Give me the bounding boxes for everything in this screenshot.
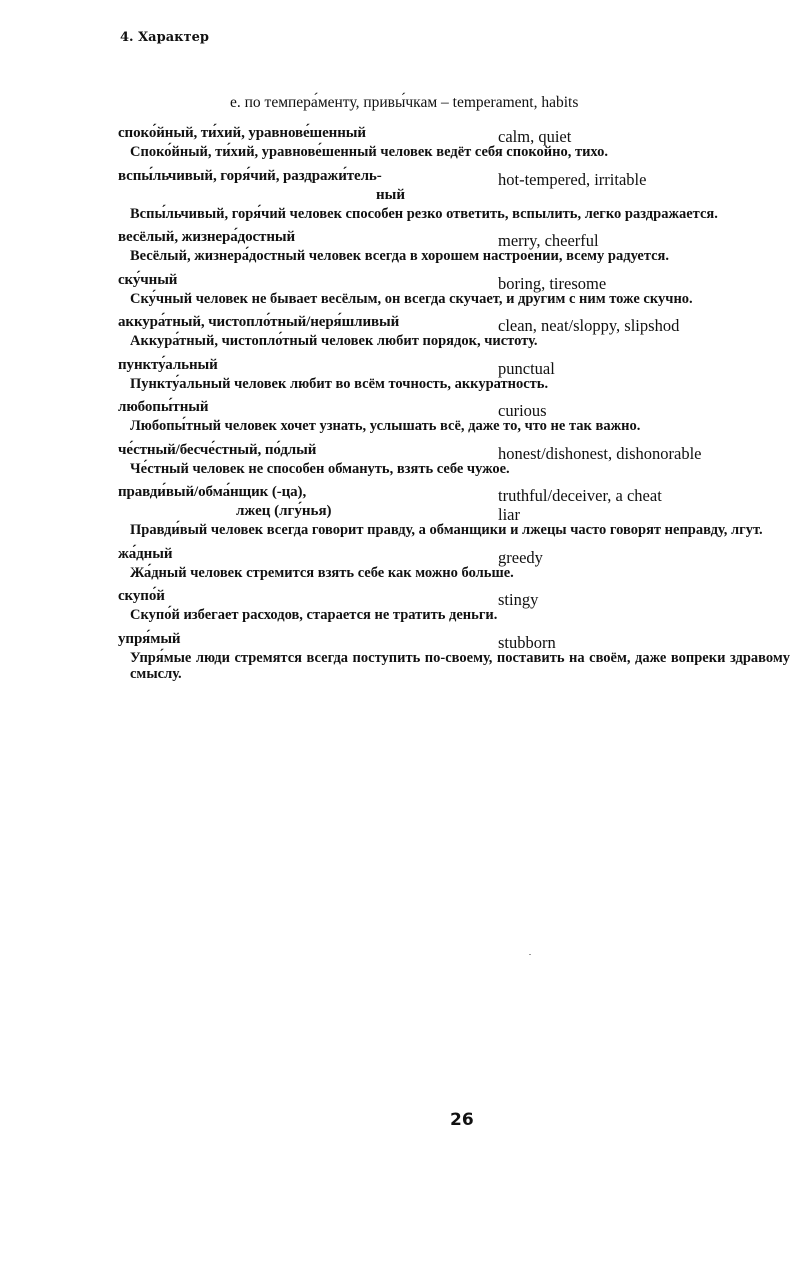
entry-description: Правди́вый человек всегда говорит правду, а обманщики и лжецы часто говорят неправду, лгут. bbox=[130, 522, 763, 538]
ru-term: споко́йный, ти́хий, уравнове́шенный bbox=[118, 125, 366, 141]
en-term: calm, quiet bbox=[498, 127, 572, 146]
entry-description: Вспы́льчивый, горя́чий человек способен резко ответить, вспылить, легко раздражается. bbox=[130, 205, 718, 222]
entry-description: Аккура́тный, чистопло́тный человек любит порядок, чистоту. bbox=[130, 333, 538, 349]
en-term: merry, cheerful bbox=[498, 231, 599, 250]
en-term: stingy bbox=[498, 590, 539, 609]
ru-term: че́стный/бесче́стный, по́длый bbox=[118, 441, 317, 458]
vocab-entry-boring bbox=[118, 272, 790, 308]
page-number: 26 bbox=[450, 1110, 474, 1130]
ru-term-continuation: ный bbox=[376, 186, 405, 203]
ru-term: пункту́альный bbox=[118, 356, 218, 373]
en-term: stubborn bbox=[498, 632, 556, 652]
entry-description: Жа́дный человек стремится взять себе как можно больше. bbox=[130, 564, 514, 581]
vocab-entry-truthful bbox=[118, 484, 790, 539]
ru-term: правди́вый/обма́нщик (-ца), bbox=[118, 484, 307, 500]
ru-term: весёлый, жизнера́достный bbox=[118, 229, 296, 245]
vocab-entry-hot-tempered bbox=[118, 168, 790, 223]
vocab-entry-honest bbox=[118, 442, 790, 478]
vocab-entry-punctual bbox=[118, 357, 790, 393]
ru-term: жа́дный bbox=[118, 545, 173, 562]
en-term: hot-tempered, irritable bbox=[498, 169, 647, 189]
ru-term: ску́чный bbox=[118, 271, 178, 288]
entry-description: Пункту́альный человек любит во всём точность, аккуратность. bbox=[130, 375, 549, 392]
vocab-entry-stubborn bbox=[118, 631, 790, 683]
ru-term: аккура́тный, чистопло́тный/неря́шливый bbox=[118, 314, 400, 330]
ru-term-continuation: лжец (лгу́нья) bbox=[236, 503, 332, 519]
en-term-continuation: liar bbox=[498, 505, 520, 524]
entry-description: Ску́чный человек не бывает весёлым, он всегда скучает, и другим с ним тоже скучно. bbox=[130, 290, 693, 307]
vocabulary-list bbox=[118, 125, 790, 690]
entry-description: Весёлый, жизнера́достный человек всегда в хорошем настроении, всему радуется. bbox=[130, 248, 670, 264]
entry-description: Споко́йный, ти́хий, уравнове́шенный человек ведёт себя спокойно, тихо. bbox=[130, 144, 608, 160]
en-term: punctual bbox=[498, 358, 555, 378]
vocab-entry-calm bbox=[118, 125, 790, 161]
ru-term: любопы́тный bbox=[118, 399, 209, 415]
vocab-entry-greedy bbox=[118, 546, 790, 582]
vocab-entry-merry bbox=[118, 229, 790, 265]
ru-term: упря́мый bbox=[118, 630, 181, 647]
ru-term: скупо́й bbox=[118, 588, 165, 604]
ru-term: вспы́льчивый, горя́чий, раздражи́тель- bbox=[118, 167, 382, 184]
entry-description: Че́стный человек не способен обмануть, взять себе чужое. bbox=[130, 460, 510, 477]
scan-speck bbox=[529, 954, 531, 955]
en-term: boring, tiresome bbox=[498, 273, 607, 293]
vocab-entry-curious bbox=[118, 399, 790, 435]
entry-description: Скупо́й избегает расходов, старается не тратить деньги. bbox=[130, 607, 498, 623]
entry-description: Любопы́тный человек хочет узнать, услышать всё, даже то, что не так важно. bbox=[130, 418, 641, 434]
en-term: truthful/deceiver, a cheat bbox=[498, 486, 662, 505]
en-term: greedy bbox=[498, 547, 543, 567]
en-term: clean, neat/sloppy, slipshod bbox=[498, 316, 680, 335]
entry-description: Упря́мые люди стремятся всегда поступить по-своему, поставить на своём, даже вопреки здравому смыслу. bbox=[130, 649, 790, 682]
en-term: curious bbox=[498, 401, 547, 420]
vocab-entry-clean bbox=[118, 314, 790, 350]
vocab-entry-stingy bbox=[118, 588, 790, 624]
section-title: е. по темпера́менту, привы́чкам – temperament, habits bbox=[230, 94, 579, 111]
chapter-header: 4. Характер bbox=[120, 30, 209, 45]
en-term: honest/dishonest, dishonorable bbox=[498, 443, 702, 463]
